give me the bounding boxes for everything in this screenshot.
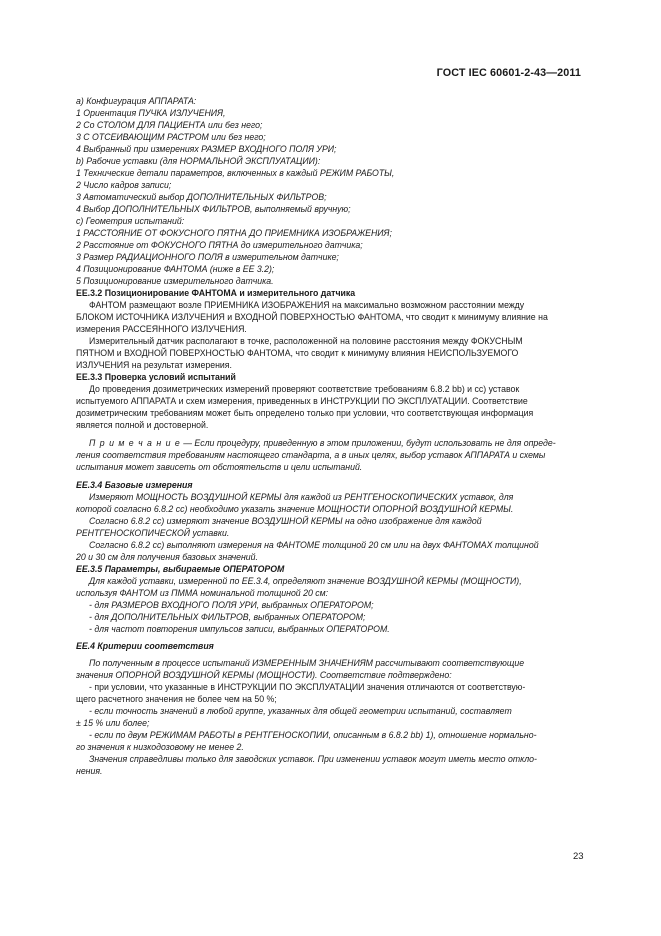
paragraph-line: РЕНТГЕНОСКОПИЧЕСКОЙ уставки. (76, 528, 230, 538)
note-label: П р и м е ч а н и е (89, 438, 181, 448)
list-item: а) Конфигурация АППАРАТА: (76, 96, 197, 106)
paragraph-line: Согласно 6.8.2 cc) выполняют измерения на ФАНТОМЕ толщиной 20 см или на двух ФАНТОМАХ толщиной (89, 540, 539, 550)
document-header: ГОСТ IEC 60601-2-43—2011 (436, 67, 581, 79)
bullet-item: - если точность значений в любой группе, указанных для общей геометрии испытаний, составляет (89, 706, 512, 716)
paragraph-line (76, 299, 583, 311)
list-item: 1 Ориентация ПУЧКА ИЗЛУЧЕНИЯ, (76, 108, 226, 118)
paragraph-line: ± 15 % или более; (76, 718, 150, 728)
paragraph-line: дозиметрическим требованиям может быть определено только при условии, что соответствующая информация (76, 408, 534, 418)
list-item: b) Рабочие уставки (для НОРМАЛЬНОЙ ЭКСПЛУАТАЦИИ): (76, 156, 321, 166)
section-heading: ЕЕ.4 Критерии соответствия (76, 641, 214, 651)
paragraph-line: является полной и достоверной. (76, 420, 209, 430)
paragraph-line: испытуемого АППАРАТА и схем измерения, приведенных в ИНСТРУКЦИИ ПО ЭКСПЛУАТАЦИИ. Соответствие (76, 396, 528, 406)
bullet-item: - для частот повторения импульсов записи, выбранных ОПЕРАТОРОМ. (89, 624, 390, 634)
paragraph-line: Измеряют МОЩНОСТЬ ВОЗДУШНОЙ КЕРМЫ для каждой из РЕНТГЕНОСКОПИЧЕСКИХ уставок, для (89, 492, 514, 502)
bullet-item: - при условии, что указанные в ИНСТРУКЦИИ ПО ЭКСПЛУАТАЦИИ значения отличаются от соответствую- (89, 682, 526, 692)
paragraph-line: измерения РАССЕЯННОГО ИЗЛУЧЕНИЯ. (76, 324, 247, 334)
list-item: с) Геометрия испытаний: (76, 216, 185, 226)
list-item: 3 С ОТСЕИВАЮЩИМ РАСТРОМ или без него; (76, 132, 266, 142)
list-item: 2 Со СТОЛОМ ДЛЯ ПАЦИЕНТА или без него; (76, 120, 263, 130)
list-item: 2 Расстояние от ФОКУСНОГО ПЯТНА до измерительного датчика; (76, 240, 363, 250)
paragraph-line: Значения справедливы только для заводских уставок. При изменении уставок могут иметь место откло- (89, 754, 537, 764)
text-span: ФАНТОМ размещают возле ПРИЕМНИКА ИЗОБРАЖЕНИЯ на максимально возможном расстоянии между (89, 300, 525, 310)
bullet-item: - для ДОПОЛНИТЕЛЬНЫХ ФИЛЬТРОВ, выбранных ОПЕРАТОРОМ; (89, 612, 366, 622)
page-number: 23 (573, 851, 584, 862)
paragraph-line: До проведения дозиметрических измерений проверяют соответствие требованиям 6.8.2 bb) и cc) уставок (89, 384, 520, 394)
list-item: 4 Выбранный при измерениях РАЗМЕР ВХОДНОГО ПОЛЯ УРИ; (76, 144, 337, 154)
list-item: 1 Технические детали параметров, включенных в каждый РЕЖИМ РАБОТЫ, (76, 168, 395, 178)
list-item: 2 Число кадров записи; (76, 180, 172, 190)
section-heading: ЕЕ.3.3 Проверка условий испытаний (76, 372, 236, 382)
section-heading: ЕЕ.3.2 Позиционирование ФАНТОМА и измерительного датчика (76, 288, 356, 298)
note-line (76, 437, 583, 449)
paragraph-line: ПЯТНОМ и ВХОДНОЙ ПОВЕРХНОСТЬЮ ФАНТОМА, что сводит к минимуму влияния НЕИСПОЛЬЗУЕМОГО (76, 348, 519, 358)
list-item: 4 Позиционирование ФАНТОМА (ниже в ЕЕ 3.2); (76, 264, 275, 274)
bullet-item: - для РАЗМЕРОВ ВХОДНОГО ПОЛЯ УРИ, выбранных ОПЕРАТОРОМ; (89, 600, 374, 610)
paragraph-line: 20 и 30 см для получения базовых значений. (76, 552, 258, 562)
list-item: 4 Выбор ДОПОЛНИТЕЛЬНЫХ ФИЛЬТРОВ, выполняемый вручную; (76, 204, 351, 214)
document-body (76, 95, 583, 777)
note-line: испытания может зависеть от обстоятельств и цели испытаний. (76, 462, 363, 472)
list-item: 3 Автоматический выбор ДОПОЛНИТЕЛЬНЫХ ФИЛЬТРОВ; (76, 192, 327, 202)
paragraph-line: БЛОКОМ ИСТОЧНИКА ИЗЛУЧЕНИЯ и ВХОДНОЙ ПОВЕРХНОСТЬЮ ФАНТОМА, что сводит к минимуму влияние на (76, 312, 548, 322)
paragraph-line: По полученным в процессе испытаний ИЗМЕРЕННЫМ ЗНАЧЕНИЯМ рассчитывают соответствующие (89, 658, 525, 668)
list-item: 1 РАССТОЯНИЕ ОТ ФОКУСНОГО ПЯТНА ДО ПРИЕМНИКА ИЗОБРАЖЕНИЯ; (76, 228, 392, 238)
list-item: 5 Позиционирование измерительного датчика. (76, 276, 274, 286)
list-item: 3 Размер РАДИАЦИОННОГО ПОЛЯ в измерительном датчике; (76, 252, 339, 262)
paragraph-line: ИЗЛУЧЕНИЯ на результат измерения. (76, 360, 232, 370)
section-heading: ЕЕ.3.5 Параметры, выбираемые ОПЕРАТОРОМ (76, 564, 285, 574)
paragraph-line: Для каждой уставки, измеренной по ЕЕ.3.4, определяют значение ВОЗДУШНОЙ КЕРМЫ (МОЩНОСТИ), (89, 576, 522, 586)
section-heading: ЕЕ.3.4 Базовые измерения (76, 480, 193, 490)
paragraph-line: нения. (76, 766, 103, 776)
note-text: — Если процедуру, приведенную в этом приложении, будут использовать не для опреде- (180, 438, 556, 448)
paragraph-line: го значения к низкодозовому не менее 2. (76, 742, 244, 752)
note-line: ления соответствия требованиям настоящего стандарта, а в иных целях, выбор уставок АППАРАТА и схемы (76, 450, 546, 460)
paragraph-line: Согласно 6.8.2 cc) измеряют значение ВОЗДУШНОЙ КЕРМЫ на одно изображение для каждой (89, 516, 482, 526)
paragraph-line: Измерительный датчик располагают в точке, расположенной на половине расстояния между ФОКУСНЫМ (89, 336, 523, 346)
paragraph-line: используя ФАНТОМ из ПММА номинальной толщиной 20 см: (76, 588, 329, 598)
paragraph-line: которой согласно 6.8.2 cc) необходимо указать значение МОЩНОСТИ ОПОРНОЙ ВОЗДУШНОЙ КЕРМЫ. (76, 504, 514, 514)
bullet-item: - если по двум РЕЖИМАМ РАБОТЫ в РЕНТГЕНОСКОПИИ, описанным в 6.8.2 bb) 1), отношение нормально- (89, 730, 537, 740)
paragraph-line: значения ОПОРНОЙ ВОЗДУШНОЙ КЕРМЫ (МОЩНОСТИ). Соответствие подтверждено: (76, 670, 452, 680)
paragraph-line: щего расчетного значения не более чем на 50 %; (76, 694, 277, 704)
